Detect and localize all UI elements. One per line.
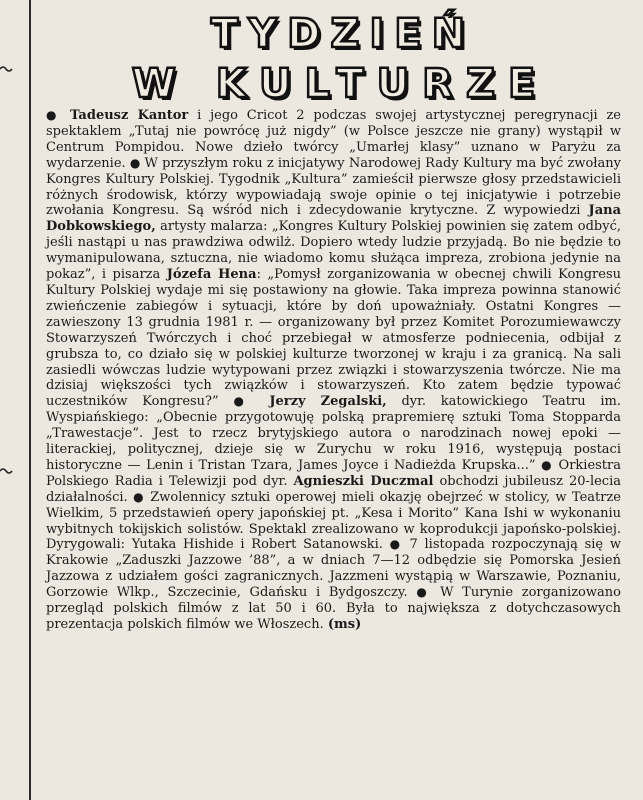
person-name: Agnieszki Duczmal (293, 473, 434, 489)
author-signature: (ms) (327, 617, 362, 632)
article-text: W Turynie zorganizowano przegląd polskich filmów z lat 50 i 60. Była to największa z dotychczasowych prezentacja polskich filmów we Włoszech. (46, 585, 621, 632)
bullet-icon: ● (129, 155, 141, 170)
article-text: dyr. katowickiego Teatru im. Wyspiańskiego: „Obecnie przygotowuję polską prapremierę sztuki Toma Stopparda „Trawestacje”. Jest to rzecz brytyjskiego autora o narodzinach nowej epoki — literackiej, politycznej, dzieje się w Zurychu w roku 1916, występują postaci historyczne — Lenin i Tristan Tzara, James Joyce i Nadieżda Krupska...” (46, 394, 621, 473)
article-text: Orkiestra Polskiego Radia i Telewizji pod dyr. (46, 457, 621, 489)
article-text: : „Pomysł zorganizowania w obecnej chwili Kongresu Kultury Polskiej wydaje mi się postawiony na głowie. Taka impreza powinna stanowić zwieńczenie zabiegów i sytuacji, które by doń upoważniały. Ostatni Kongres — zawieszony 13 grudnia 1981 r. — organizowany był przez Komitet Porozumiewawczy Stowarzyszeń Twórczych i choć przebiegał w atmosferze podniecenia, odbijał z grubsza to, co działo się w polskiej kulturze tworzonej w kraju i za granicą. Na sali zasiedli wówczas ludzie wytypowani przez związki i stowarzyszenia twórcze. Nie ma dzisiaj większości tych związków i stowarzyszeń. Kto zatem będzie typować uczestników Kongresu?” (46, 267, 621, 410)
edge-tick-mark (0, 64, 14, 74)
person-name: Jana Dobkowskiego, (46, 203, 621, 235)
person-name: Jerzy Zegalski, (269, 394, 387, 410)
headline-line-1: TYDZIEŃ (210, 11, 476, 57)
bullet-icon: ● (46, 108, 62, 122)
person-name: Tadeusz Kantor (70, 108, 189, 123)
bullet-icon: ● (416, 585, 432, 600)
bullet-icon: ● (233, 394, 255, 409)
column-rule (29, 0, 31, 800)
headline-line-2: W KULTURZE (131, 61, 549, 107)
article-text: obchodzi jubileusz 20-lecia działalności. (46, 473, 621, 505)
person-name: Józefa Hena (166, 267, 257, 283)
article-text: artysty malarza: „Kongres Kultury Polskiej powinien się zatem odbyć, jeśli nastąpi u nas prawdziwa odwilż. Dopiero wtedy ludzie przyjadą. Bo nie będzie to wymanipulowana, sztuczna, nie wiadomo komu służąca impreza, zrobiona jedynie na pokaz”, i pisarza (46, 219, 621, 283)
edge-tick-mark (0, 466, 14, 476)
bullet-icon: ● (133, 489, 145, 504)
article-body (46, 108, 621, 633)
article-text: i jego Cricot 2 podczas swojej artystycznej peregrynacji ze spektaklem „Tutaj nie powrócę już nigdy” (w Polsce jeszcze nie grany) wystąpił w Centrum Pompidou. Nowe dzieło twórcy „Umarłej klasy” uznano w Paryżu za wydarzenie. (46, 108, 622, 171)
masthead (40, 8, 640, 108)
article-text: 7 listopada rozpoczynają się w Krakowie „Zaduszki Jazzowe ’88”, a w dniach 7—12 odbędzie się Pomorska Jesień Jazzowa z udziałem gości zagranicznych. Jazzmeni wystąpią w Warszawie, Poznaniu, Gorzowie Wlkp., Szczecinie, Gdańsku i Bydgoszczy. (46, 537, 621, 601)
article-text: Zwolennicy sztuki operowej mieli okazję obejrzeć w stolicy, w Teatrze Wielkim, 5 przedstawień opery japońskiej pt. „Kesa i Morito” Kana Ishi w wykonaniu wybitnych tokijskich solistów. Spektakl zrealizowano w koprodukcji japońsko-polskiej. Dyrygowali: Yutaka Hishide i Robert Satanowski. (46, 489, 621, 553)
article-text: W przyszłym roku z inicjatywy Narodowej Rady Kultury ma być zwołany Kongres Kultury Polskiej. Tygodnik „Kultura” zamieścił pierwsze głosy przedstawicieli różnych środowisk, którzy wypowiadają swoje opinie o tej inicjatywie i potrzebie zwołania Kongresu. Są wśród nich i zdecydowanie krytyczne. Z wypowiedzi (46, 155, 621, 219)
bullet-icon: ● (541, 457, 553, 472)
bullet-icon: ● (389, 537, 403, 552)
